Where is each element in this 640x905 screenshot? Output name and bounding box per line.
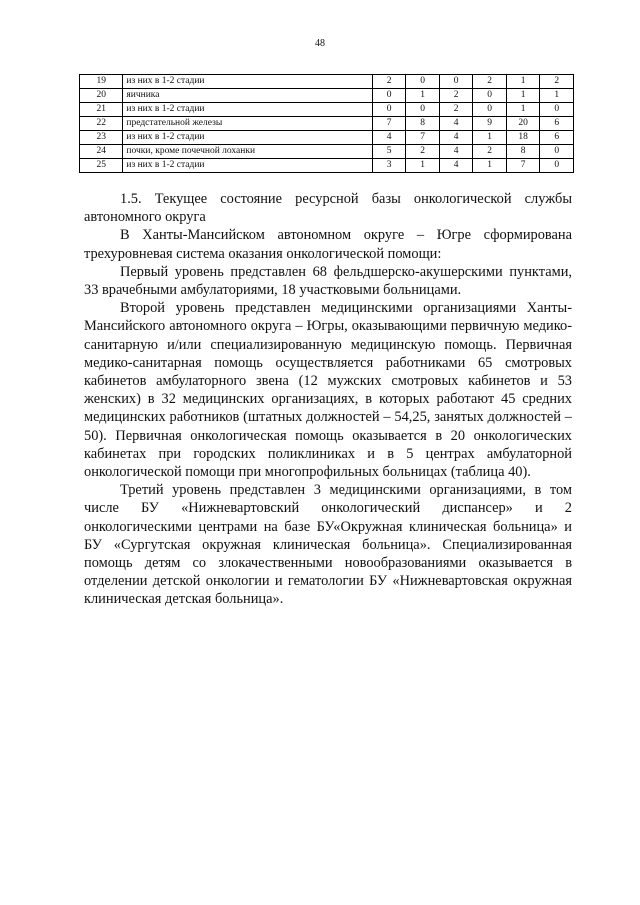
table-cell: 2: [473, 145, 507, 159]
table-cell: 1: [473, 131, 507, 145]
paragraph-third-level: Третий уровень представлен 3 медицинскими организациями, в том числе БУ «Нижневартовский онкологический диспансер» и 2 онкологическими центрами на базе БУ«Окружная клиническая больница» и БУ «Сургутская окружная клиническая больница». Специализированная помощь детям со злокачественными новообразованиями оказывается в отделении детской онкологии и гематологии БУ «Нижневартовская окружная клиническая детская больница».: [84, 482, 572, 608]
row-label: яичника: [123, 89, 372, 103]
table-cell: 2: [406, 145, 440, 159]
table-cell: 0: [473, 89, 507, 103]
table-cell: 8: [406, 117, 440, 131]
table-cell: 4: [439, 145, 473, 159]
table-cell: 6: [540, 131, 574, 145]
table-cell: 2: [473, 75, 507, 89]
section-heading: 1.5. Текущее состояние ресурсной базы онкологической службы автономного округа: [84, 191, 572, 226]
table-cell: 20: [506, 117, 540, 131]
table-cell: 1: [506, 89, 540, 103]
table-cell: 8: [506, 145, 540, 159]
table-cell: 4: [439, 159, 473, 173]
table-cell: 2: [439, 89, 473, 103]
body-text: [84, 190, 572, 609]
table-cell: 1: [506, 103, 540, 117]
table-cell: 9: [473, 117, 507, 131]
row-label: из них в 1-2 стадии: [123, 103, 372, 117]
table-cell: 4: [372, 131, 406, 145]
table-cell: 1: [540, 89, 574, 103]
table-cell: 1: [406, 159, 440, 173]
table-cell: 0: [540, 159, 574, 173]
table-row: [80, 145, 574, 159]
table-cell: 7: [506, 159, 540, 173]
table-cell: 0: [406, 103, 440, 117]
table-cell: 3: [372, 159, 406, 173]
table-cell: 1: [473, 159, 507, 173]
table-cell: 5: [372, 145, 406, 159]
row-label: из них в 1-2 стадии: [123, 131, 372, 145]
table-cell: 4: [439, 117, 473, 131]
table-row: [80, 131, 574, 145]
table-cell: 0: [372, 89, 406, 103]
table-cell: 2: [439, 103, 473, 117]
table-cell: 0: [372, 103, 406, 117]
table-cell: 0: [540, 103, 574, 117]
row-number: 21: [80, 103, 123, 117]
table-row: [80, 159, 574, 173]
table-cell: 0: [540, 145, 574, 159]
row-number: 25: [80, 159, 123, 173]
table-body: [80, 75, 574, 173]
table-cell: 7: [372, 117, 406, 131]
table-cell: 2: [540, 75, 574, 89]
table-cell: 0: [439, 75, 473, 89]
table-cell: 0: [406, 75, 440, 89]
table-cell: 2: [372, 75, 406, 89]
row-number: 22: [80, 117, 123, 131]
row-label: из них в 1-2 стадии: [123, 159, 372, 173]
row-number: 19: [80, 75, 123, 89]
table-cell: 1: [506, 75, 540, 89]
table-row: [80, 103, 574, 117]
paragraph-intro: В Ханты-Мансийском автономном округе – Югре сформирована трехуровневая система оказания онкологической помощи:: [84, 227, 572, 262]
row-label: почки, кроме почечной лоханки: [123, 145, 372, 159]
table-row: [80, 89, 574, 103]
row-label: предстательной железы: [123, 117, 372, 131]
row-number: 20: [80, 89, 123, 103]
row-label: из них в 1-2 стадии: [123, 75, 372, 89]
table-row: [80, 75, 574, 89]
table-row: [80, 117, 574, 131]
table-cell: 7: [406, 131, 440, 145]
table-cell: 18: [506, 131, 540, 145]
table-cell: 4: [439, 131, 473, 145]
row-number: 24: [80, 145, 123, 159]
row-number: 23: [80, 131, 123, 145]
table-cell: 1: [406, 89, 440, 103]
paragraph-second-level: Второй уровень представлен медицинскими организациями Ханты-Мансийского автономного округа – Югры, оказывающими первичную медико-санитарную и/или специализированную медицинскую помощь. Первичная медико-санитарная помощь осуществляется работниками 65 смотровых кабинетов амбулаторного звена (12 мужских смотровых кабинетов и 53 женских) в 32 медицинских организациях, в которых работают 45 средних медицинских работников (штатных должностей – 54,25, занятых должностей – 50). Первичная онкологическая помощь оказывается в 20 онкологических кабинетах при городских поликлиниках и в 5 центрах амбулаторной онкологической помощи при многопрофильных больницах (таблица 40).: [84, 300, 572, 481]
table-cell: 0: [473, 103, 507, 117]
paragraph-first-level: Первый уровень представлен 68 фельдшерско-акушерскими пунктами, 33 врачебными амбулаториями, 18 участковыми больницами.: [84, 263, 572, 299]
page-number: 48: [315, 38, 325, 49]
statistics-table: [79, 74, 574, 173]
table-cell: 6: [540, 117, 574, 131]
